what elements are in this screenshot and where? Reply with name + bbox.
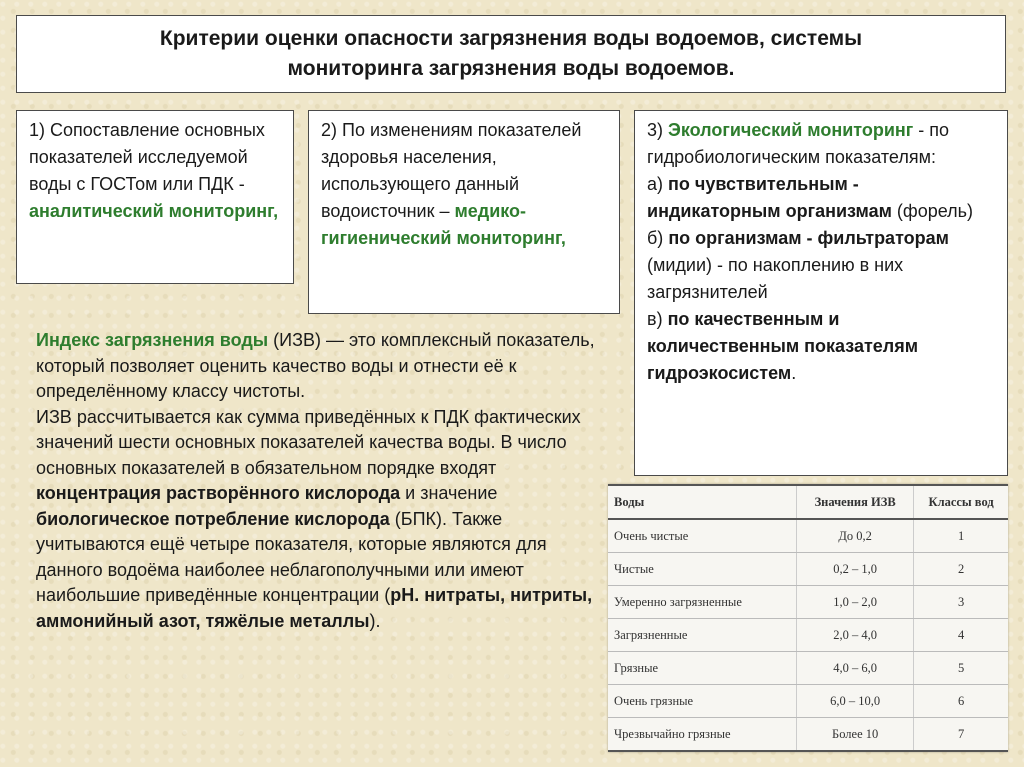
criterion-medical-term: медико-гигиенический мониторинг, (321, 201, 566, 248)
criterion-analytical-box (16, 110, 294, 284)
index-calc-part-d: (БПК). Также учитываются ещё четыре показателя, которые являются для данного водоёма наиболее неблагополучными или имеют наибольшие приведённые концентрации ( (36, 508, 547, 605)
ecological-item-c-bold: по качественным и количественным показателям гидроэкосистем (647, 309, 919, 383)
table-cell-water: Очень грязные (608, 685, 797, 718)
index-calc-part-e: ). (369, 610, 381, 631)
table-row (608, 685, 1008, 718)
index-extra-indicators: рН. нитраты, нитриты, аммонийный азот, тяжёлые металлы (36, 585, 593, 631)
table-cell-class: 7 (914, 718, 1008, 752)
ecological-term: Экологический мониторинг (668, 120, 914, 140)
water-pollution-index-text (36, 328, 602, 634)
table-cell-class: 4 (914, 619, 1008, 652)
table-cell-class: 3 (914, 586, 1008, 619)
table-cell-index: 0,2 – 1,0 (797, 553, 914, 586)
ecological-item-c-prefix: в) (647, 309, 668, 329)
table-cell-index: 4,0 – 6,0 (797, 652, 914, 685)
table-row (608, 619, 1008, 652)
table-cell-water: Чрезвычайно грязные (608, 718, 797, 752)
table-cell-index: 6,0 – 10,0 (797, 685, 914, 718)
ecological-item-b-rest: (мидии) - по накоплению в них загрязнителей (647, 255, 904, 302)
water-class-table (608, 484, 1008, 752)
ecological-item-b-bold: по организмам - фильтраторам (668, 228, 949, 248)
slide-title (16, 15, 1006, 93)
ecological-item-a-rest: (форель) (891, 201, 974, 221)
table-cell-water: Грязные (608, 652, 797, 685)
table-row (608, 519, 1008, 553)
ecological-item-a-prefix: а) (647, 174, 669, 194)
criterion-analytical-term: аналитический мониторинг, (29, 201, 279, 221)
ecological-intro: - по гидробиологическим показателям: (647, 120, 950, 167)
index-calculation (36, 405, 602, 635)
table-cell-water: Чистые (608, 553, 797, 586)
index-calc-part-c: и значение (400, 483, 498, 503)
index-bod: биологическое потребление кислорода (36, 508, 390, 529)
table-header-index: Значения ИЗВ (797, 485, 914, 519)
criterion-medical-text: 2) По изменениям показателей здоровья населения, использующего данный водоисточник – (321, 120, 582, 221)
table-header-class: Классы вод (914, 485, 1008, 519)
table-cell-index: До 0,2 (797, 519, 914, 553)
criterion-ecological-box (634, 110, 1008, 476)
ecological-item-c-rest: . (791, 363, 797, 383)
table-row (608, 718, 1008, 752)
ecological-item-a-bold: по чувствительным - индикаторным организмам (647, 174, 892, 221)
index-definition (36, 328, 602, 405)
index-oxygen-concentration: концентрация растворённого кислорода (36, 483, 401, 503)
table-cell-class: 2 (914, 553, 1008, 586)
table-cell-index: 2,0 – 4,0 (797, 619, 914, 652)
table-row (608, 553, 1008, 586)
criterion-medical-box (308, 110, 620, 314)
slide-title-line-2: мониторинга загрязнения воды водоемов. (287, 57, 735, 80)
table-cell-class: 5 (914, 652, 1008, 685)
table-row (608, 586, 1008, 619)
table-header-row (608, 485, 1008, 519)
table-cell-water: Умеренно загрязненные (608, 586, 797, 619)
table-cell-index: Более 10 (797, 718, 914, 752)
slide-title-line-1: Критерии оценки опасности загрязнения воды водоемов, системы (159, 27, 863, 50)
table-header-water: Воды (608, 485, 797, 519)
ecological-prefix: 3) (647, 120, 669, 140)
table-cell-class: 6 (914, 685, 1008, 718)
table-cell-class: 1 (914, 519, 1008, 553)
table-row (608, 652, 1008, 685)
ecological-item-b-prefix: б) (647, 228, 669, 248)
table-cell-index: 1,0 – 2,0 (797, 586, 914, 619)
index-calc-part-a: ИЗВ рассчитывается как сумма приведённых к ПДК фактических значений шести основных показателей качества воды. В число основных показателей в обязательном порядке входят (36, 406, 581, 478)
table-cell-water: Загрязненные (608, 619, 797, 652)
table-cell-water: Очень чистые (608, 519, 797, 553)
criterion-analytical-text: 1) Сопоставление основных показателей исследуемой воды с ГОСТом или ПДК - (29, 120, 265, 194)
index-term: Индекс загрязнения воды (36, 330, 269, 350)
index-definition-rest: (ИЗВ) — это комплексный показатель, который позволяет оценить качество воды и отнести её к определённому классу чистоты. (36, 330, 595, 401)
